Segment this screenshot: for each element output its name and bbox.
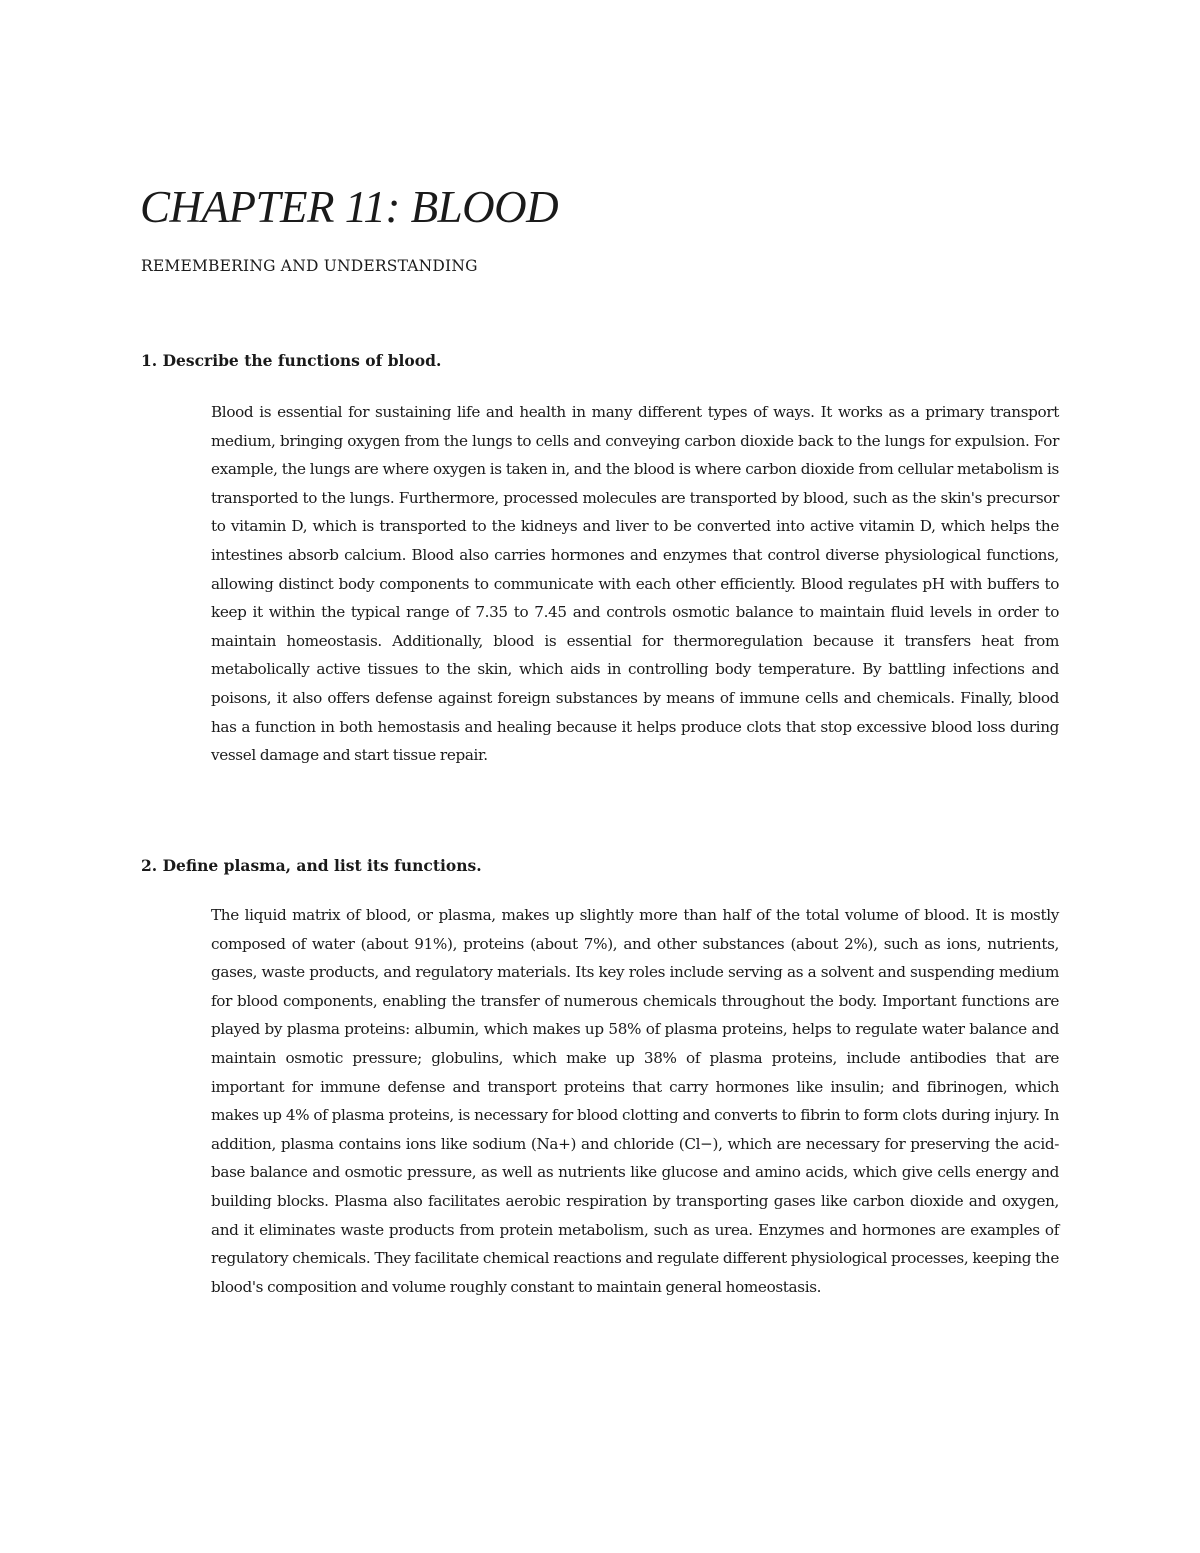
question-heading-1: 1. Describe the functions of blood. <box>141 351 442 370</box>
section-subtitle: REMEMBERING AND UNDERSTANDING <box>141 257 478 275</box>
answer-paragraph-1: Blood is essential for sustaining life and health in many different types of ways. It works as a primary transport medium, bringing oxygen from the lungs to cells and conveying carbon dioxide back to the lungs for expulsion. For example, the lungs are where oxygen is taken in, and the blood is where carbon dioxide from cellular metabolism is transported to the lungs. Furthermore, processed molecules are transported by blood, such as the skin's precursor to vitamin D, which is transported to the kidneys and liver to be converted into active vitamin D, which helps the intestines absorb calcium. Blood also carries hormones and enzymes that control diverse physiological functions, allowing distinct body components to communicate with each other efficiently. Blood regulates pH with buffers to keep it within the typical range of 7.35 to 7.45 and controls osmotic balance to maintain fluid levels in order to maintain homeostasis. Additionally, blood is essential for thermoregulation because it transfers heat from metabolically active tissues to the skin, which aids in controlling body temperature. By battling infections and poisons, it also offers defense against foreign substances by means of immune cells and chemicals. Finally, blood has a function in both hemostasis and healing because it helps produce clots that stop excessive blood loss during vessel damage and start tissue repair. <box>211 403 1059 765</box>
chapter-title: CHAPTER 11: BLOOD <box>140 182 559 232</box>
answer-paragraph-2: The liquid matrix of blood, or plasma, makes up slightly more than half of the total volume of blood. It is mostly composed of water (about 91%), proteins (about 7%), and other substances (about 2%), such as ions, nutrients, gases, waste products, and regulatory materials. Its key roles include serving as a solvent and suspending medium for blood components, enabling the transfer of numerous chemicals throughout the body. Important functions are played by plasma proteins: albumin, which makes up 58% of plasma proteins, helps to regulate water balance and maintain osmotic pressure; globulins, which make up 38% of plasma proteins, include antibodies that are important for immune defense and transport proteins that carry hormones like insulin; and fibrinogen, which makes up 4% of plasma proteins, is necessary for blood clotting and converts to fibrin to form clots during injury. In addition, plasma contains ions like sodium (Na+) and chloride (Cl−), which are necessary for preserving the acid-base balance and osmotic pressure, as well as nutrients like glucose and amino acids, which give cells energy and building blocks. Plasma also facilitates aerobic respiration by transporting gases like carbon dioxide and oxygen, and it eliminates waste products from protein metabolism, such as urea. Enzymes and hormones are examples of regulatory chemicals. They facilitate chemical reactions and regulate different physiological processes, keeping the blood's composition and volume roughly constant to maintain general homeostasis. <box>211 906 1059 1296</box>
question-heading-2: 2. Define plasma, and list its functions. <box>141 856 482 875</box>
